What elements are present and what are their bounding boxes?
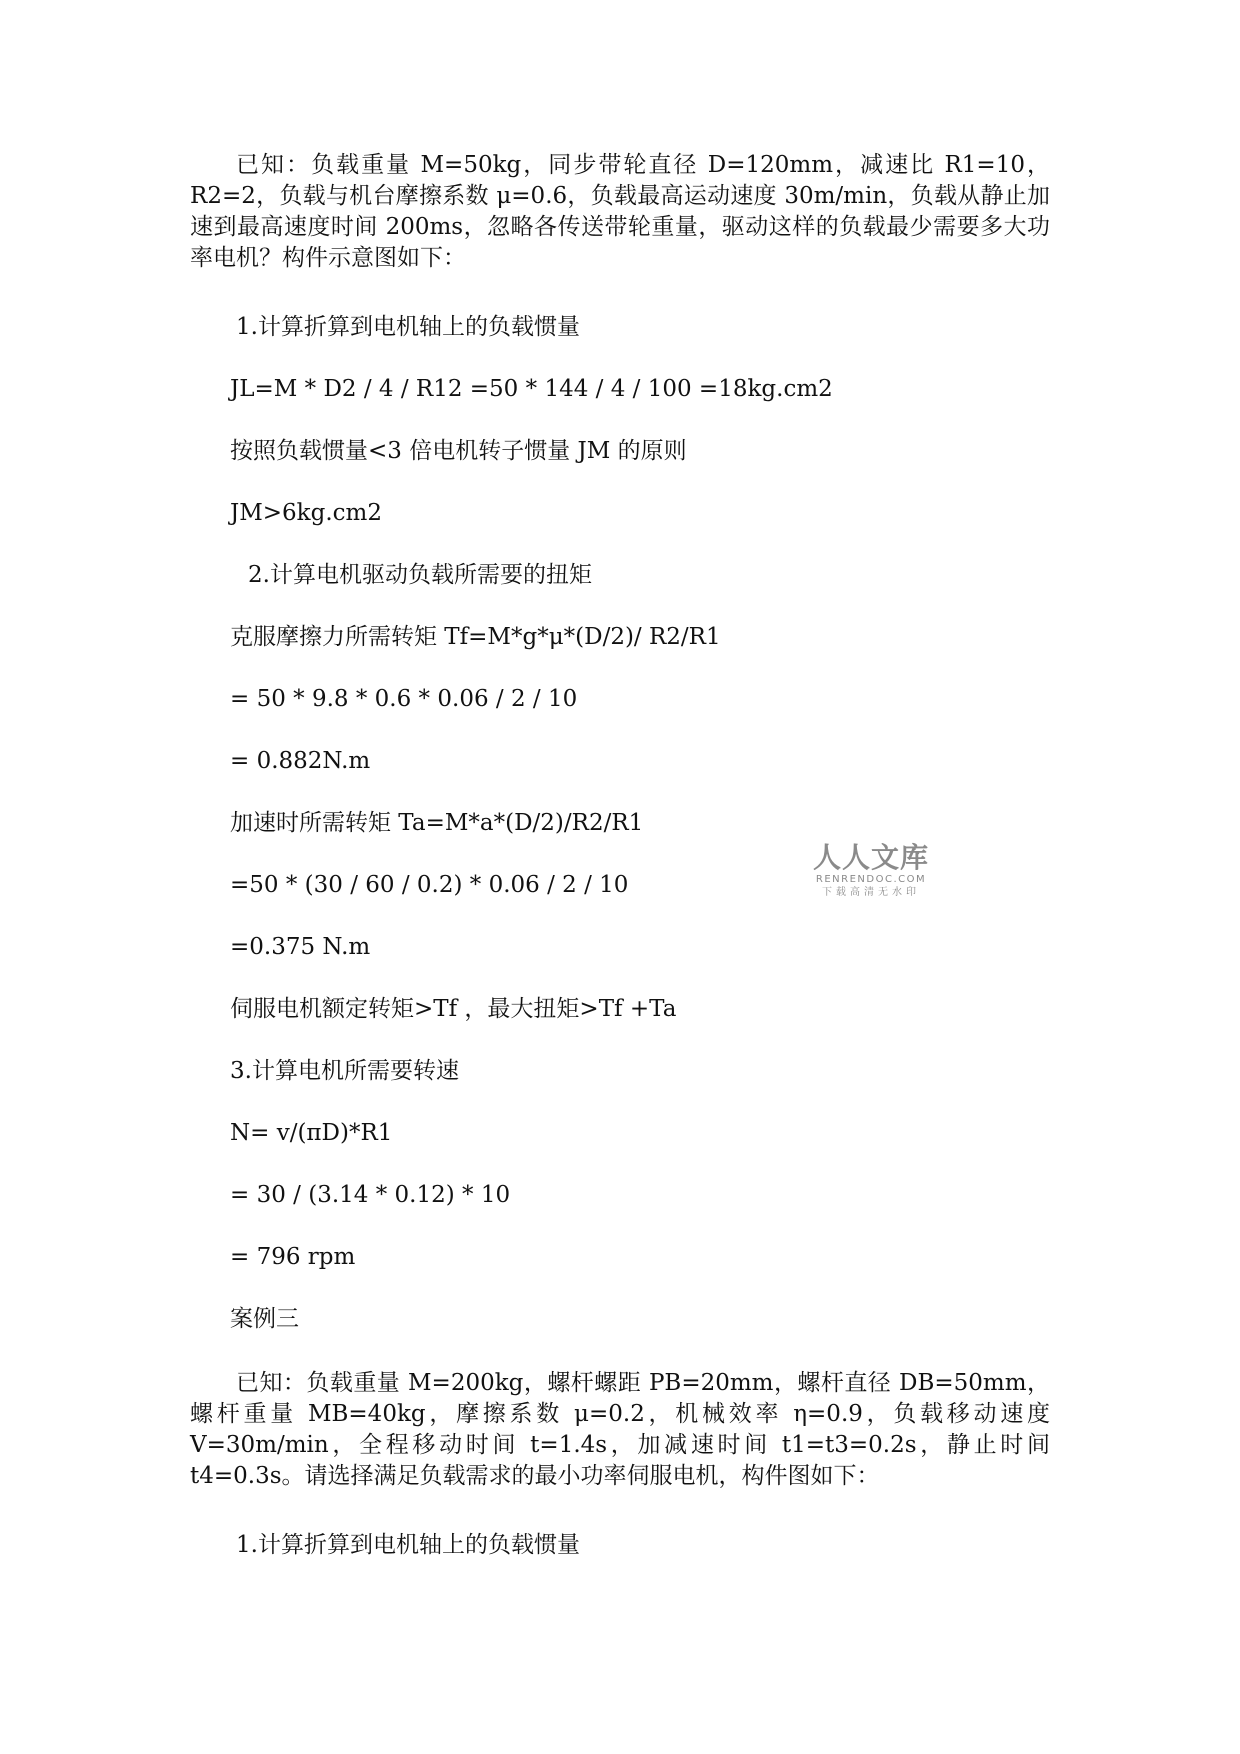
step3-heading: 3.计算电机所需要转速 [230,1058,459,1084]
accel-torque-formula: 加速时所需转矩 Ta=M*a*(D/2)/R2/R1 [230,810,644,836]
case3-step1-heading: 1.计算折算到电机轴上的负载惯量 [236,1532,580,1558]
accel-torque-calc: =50 * (30 / 60 / 0.2) * 0.06 / 2 / 10 [230,872,629,898]
watermark-subtitle: 下载高清无水印 [822,887,920,898]
friction-torque-formula: 克服摩擦力所需转矩 Tf=M*g*μ*(D/2)/ R2/R1 [230,624,721,650]
problem-intro: 已知：负载重量 M=50kg，同步带轮直径 D=120mm，减速比 R1=10，R2=2，负载与机台摩擦系数 μ=0.6，负载最高运动速度 30m/min，负载从静止加速到最高速度时间 200ms，忽略各传送带轮重量，驱动这样的负载最少需要多大功率电机？构件示意图如下： [190,152,1050,271]
case3-intro: 已知：负载重量 M=200kg，螺杆螺距 PB=20mm，螺杆直径 DB=50mm，螺杆重量 MB=40kg，摩擦系数 μ=0.2，机械效率 η=0.9，负载移动速度 V=30m/min，全程移动时间 t=1.4s，加减速时间 t1=t3=0.2s，静止时间 t4=0.3s。请选择满足负载需求的最小功率伺服电机，构件图如下： [190,1370,1050,1489]
inertia-rule: 按照负载惯量<3 倍电机转子惯量 JM 的原则 [230,438,687,464]
step2-heading: 2.计算电机驱动负载所需要的扭矩 [248,562,592,588]
watermark-title: 人人文库 [812,841,929,874]
friction-torque-calc: = 50 * 9.8 * 0.6 * 0.06 / 2 / 10 [230,686,578,712]
watermark-domain: RENRENDOC.COM [815,874,927,885]
case3-title: 案例三 [230,1306,299,1332]
torque-conclusion: 伺服电机额定转矩>Tf ，最大扭矩>Tf +Ta [230,996,677,1022]
speed-formula: N= v/(πD)*R1 [230,1120,393,1146]
friction-torque-result: = 0.882N.m [230,748,371,774]
speed-result: = 796 rpm [230,1244,356,1270]
inertia-result: JM>6kg.cm2 [230,500,382,526]
watermark-logo [806,842,936,899]
speed-calc: = 30 / (3.14 * 0.12) * 10 [230,1182,511,1208]
accel-torque-result: =0.375 N.m [230,934,371,960]
step1-heading: 1.计算折算到电机轴上的负载惯量 [236,314,580,340]
inertia-formula: JL=M * D2 / 4 / R12 =50 * 144 / 4 / 100 =18kg.cm2 [230,376,833,402]
